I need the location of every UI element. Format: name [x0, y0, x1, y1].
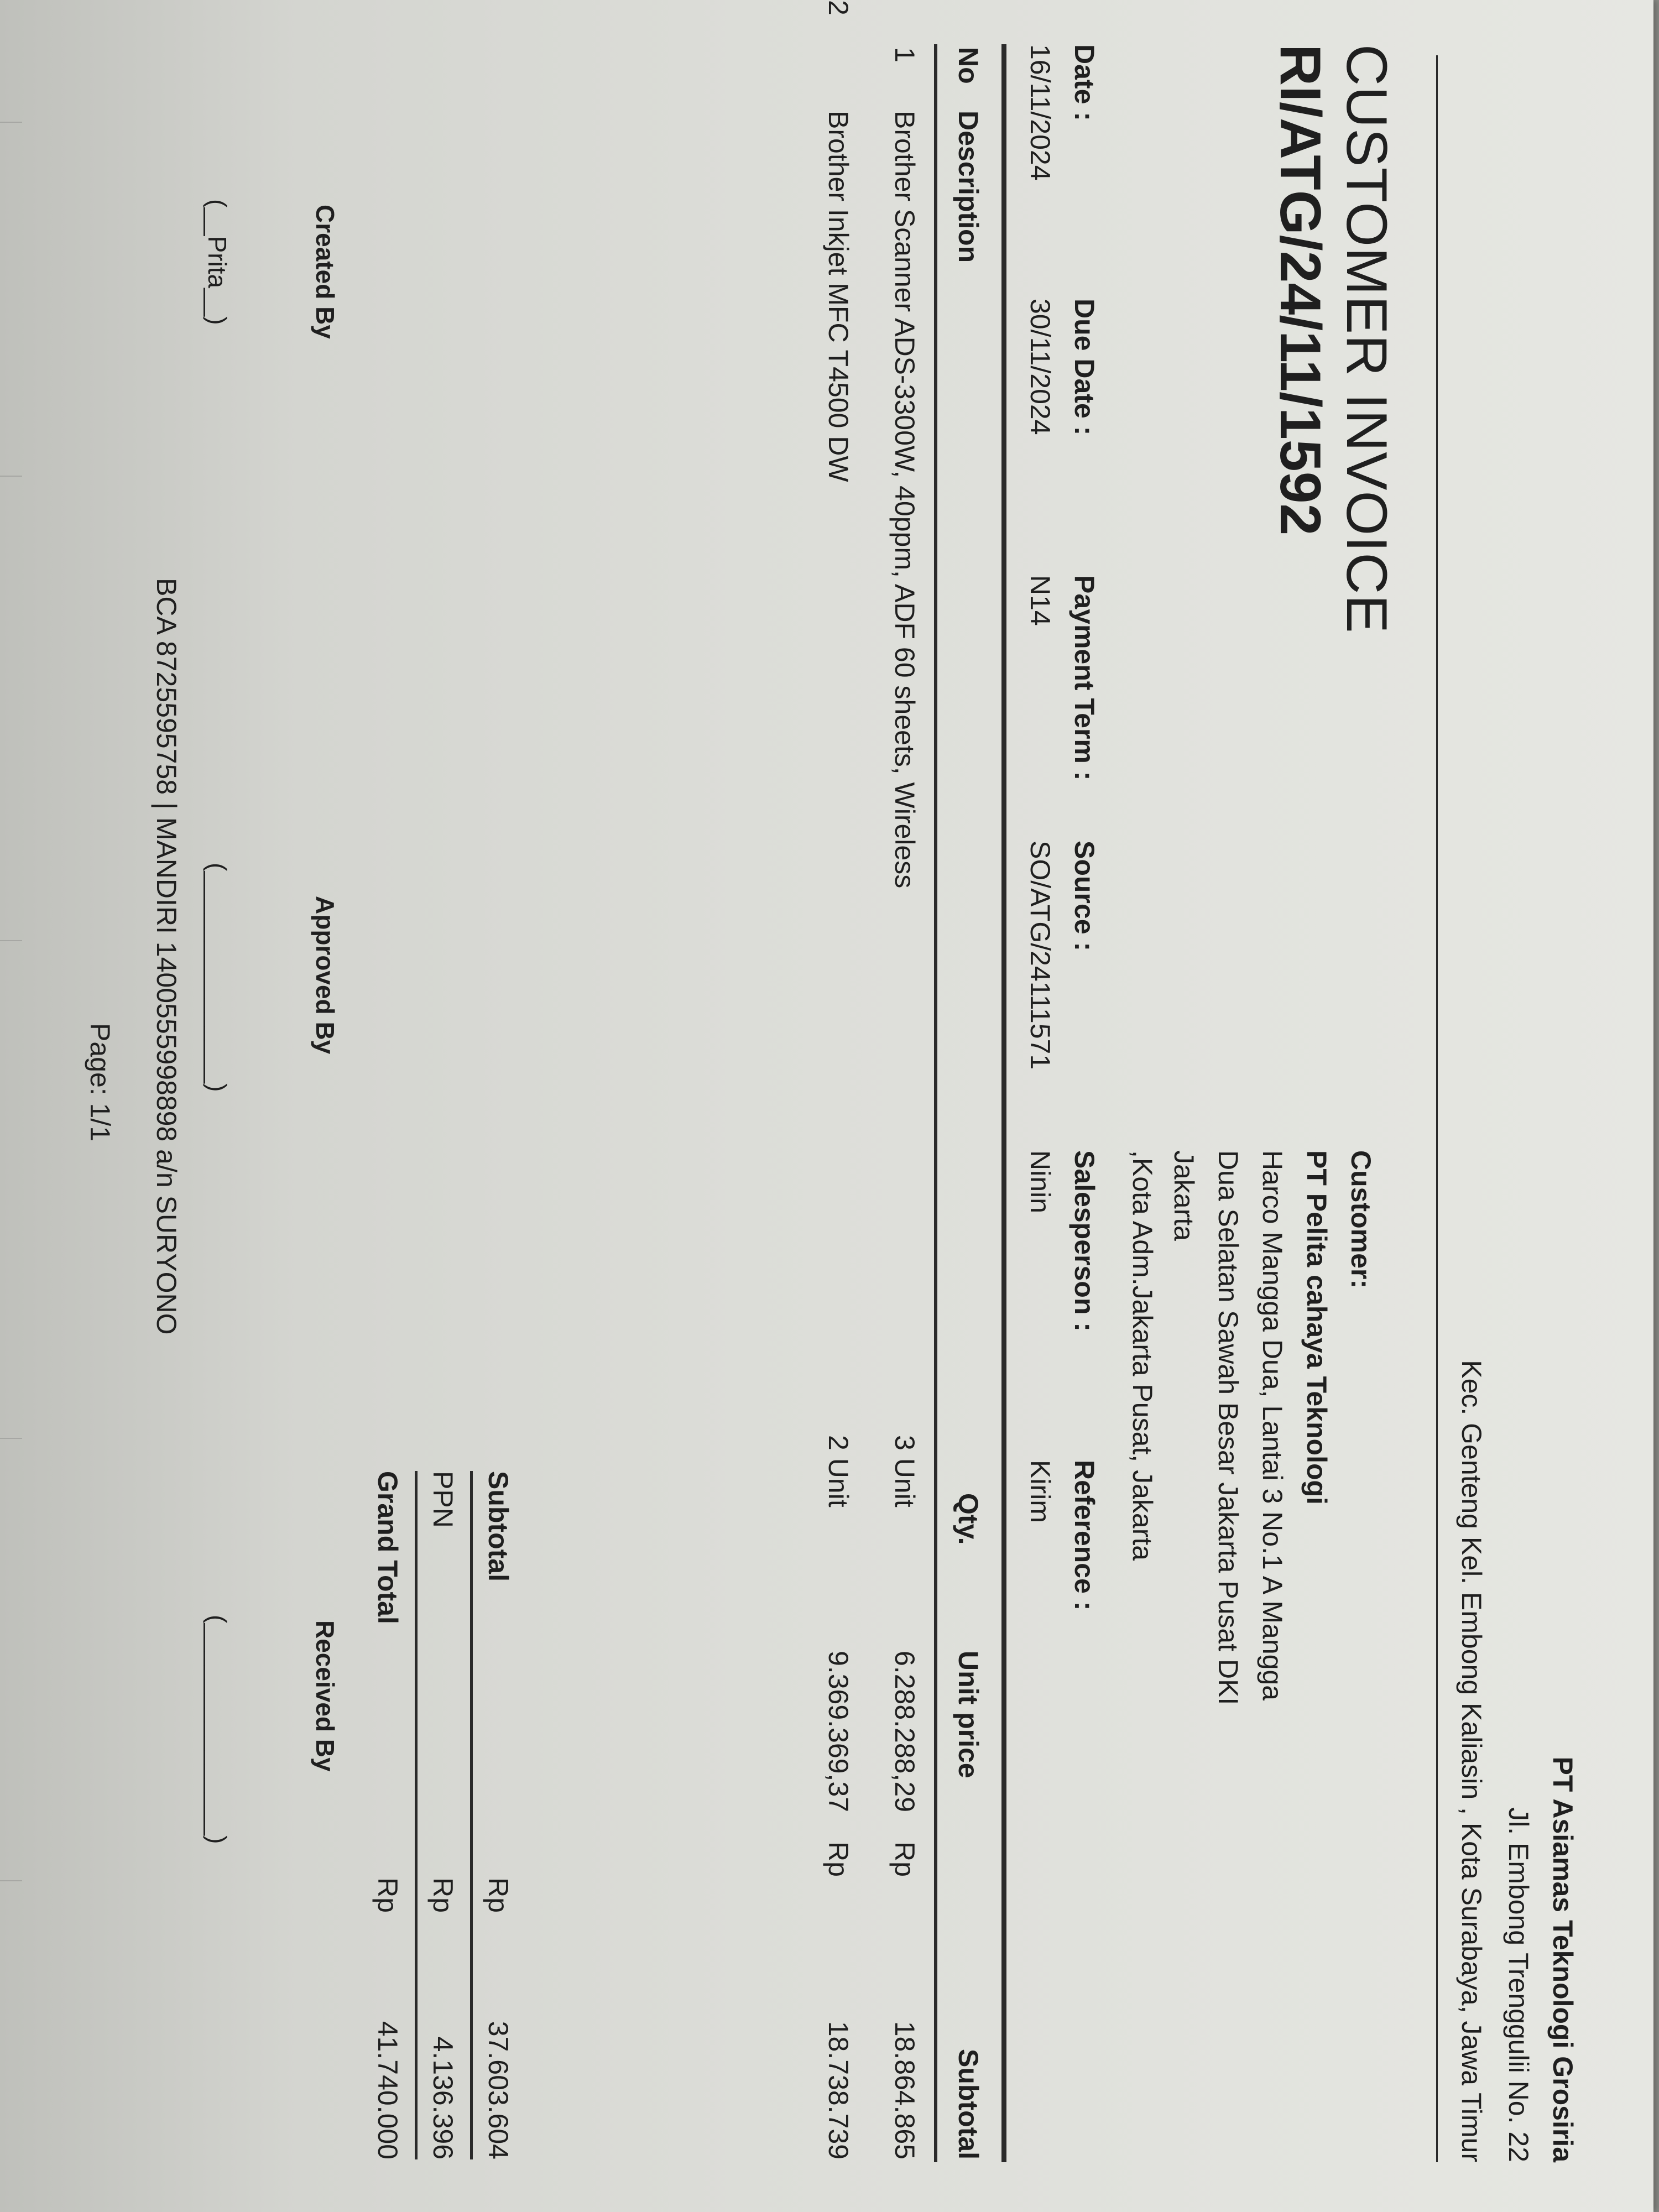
company-address-line1: Jl. Embong Trenggulii No. 22 [1503, 1807, 1534, 2162]
invoice-number: RI/ATG/24/11/1592 [1268, 44, 1332, 536]
row-no: 1 [889, 47, 920, 62]
table-header-unit-price: Unit price [953, 1651, 984, 1778]
customer-address-line: ,Kota Adm.Jakarta Pusat, Jakarta [1127, 1150, 1158, 1561]
customer-address-line: Dua Selatan Sawah Besar Jakarta Pusat DKI [1213, 1150, 1244, 1705]
header-divider [1436, 55, 1438, 2162]
ppn-currency: Rp [427, 1877, 458, 1913]
row-description: Brother Scanner ADS-3300W, 40ppm, ADF 60 sheets, Wireless [889, 111, 920, 889]
subtotal-rule [470, 1471, 473, 2159]
page-number: Page: 1/1 [85, 1023, 116, 1142]
row-unit-price: 6.288.288,29 [889, 1651, 920, 1812]
payment-term-value: N14 [1025, 575, 1056, 626]
ppn-rule [415, 1471, 418, 2159]
received-by-label: Received By [311, 1620, 340, 1772]
date-value: 16/11/2024 [1025, 44, 1056, 181]
reference-value: Kirim [1025, 1460, 1056, 1523]
customer-address-line: Harco Mangga Dua, Lantai 3 No.1 A Mangga [1257, 1150, 1288, 1701]
table-header-subtotal: Subtotal [953, 2049, 984, 2159]
salesperson-value: Ninin [1025, 1150, 1056, 1213]
payment-term-label: Payment Term : [1069, 575, 1100, 781]
reference-label: Reference : [1069, 1460, 1100, 1611]
table-header-qty: Qty. [953, 1493, 984, 1545]
created-by-label: Created By [311, 205, 340, 339]
table-top-rule [1001, 44, 1006, 2162]
ppn-value: 4.136.396 [427, 2036, 458, 2159]
table-header-no: No [953, 47, 984, 84]
row-currency: Rp [889, 1841, 920, 1877]
salesperson-label: Salesperson : [1069, 1150, 1100, 1332]
row-currency: Rp [823, 1841, 854, 1877]
table-header-description: Description [953, 111, 984, 263]
customer-address-line: Jakarta [1168, 1150, 1199, 1241]
due-date-label: Due Date : [1069, 299, 1100, 436]
row-qty: 3 Unit [889, 1435, 920, 1507]
company-name: PT Asiamas Teknologi Grosiria [1547, 1756, 1578, 2162]
bank-info: BCA 8725595758 | MANDIRI 1400555998898 a/n SURYONO [151, 578, 182, 1335]
row-subtotal: 18.864.865 [889, 2021, 920, 2159]
row-description: Brother Inkjet MFC T4500 DW [823, 111, 854, 482]
date-label: Date : [1069, 44, 1100, 121]
table-header-rule [934, 44, 937, 2162]
grand-total-label: Grand Total [372, 1471, 403, 1624]
ppn-label: PPN [427, 1471, 458, 1528]
customer-label: Customer: [1345, 1150, 1376, 1289]
subtotal-currency: Rp [483, 1877, 514, 1913]
due-date-value: 30/11/2024 [1025, 299, 1056, 435]
row-qty: 2 Unit [823, 1435, 854, 1507]
source-value: SO/ATG/24111571 [1025, 841, 1056, 1070]
row-subtotal: 18.738.739 [823, 2021, 854, 2159]
grand-total-currency: Rp [372, 1877, 403, 1913]
row-no: 2 [823, 0, 854, 15]
approved-by-signature: (_______________) [203, 863, 232, 1092]
grand-total-value: 41.740.000 [372, 2021, 403, 2159]
company-address-line2: Kec. Genteng Kel. Embong Kaliasin , Kota Surabaya, Jawa Timur [1456, 1360, 1487, 2162]
created-by-signature: (__Prita__) [203, 199, 232, 325]
received-by-signature: (_______________) [203, 1615, 232, 1844]
customer-name: PT Pelita cahaya Teknologi [1301, 1150, 1332, 1505]
row-unit-price: 9.369.369,37 [823, 1651, 854, 1812]
page-title: CUSTOMER INVOICE [1334, 44, 1399, 634]
subtotal-label: Subtotal [483, 1471, 514, 1582]
approved-by-label: Approved By [311, 896, 340, 1055]
subtotal-value: 37.603.604 [483, 2021, 514, 2159]
source-label: Source : [1069, 841, 1100, 952]
